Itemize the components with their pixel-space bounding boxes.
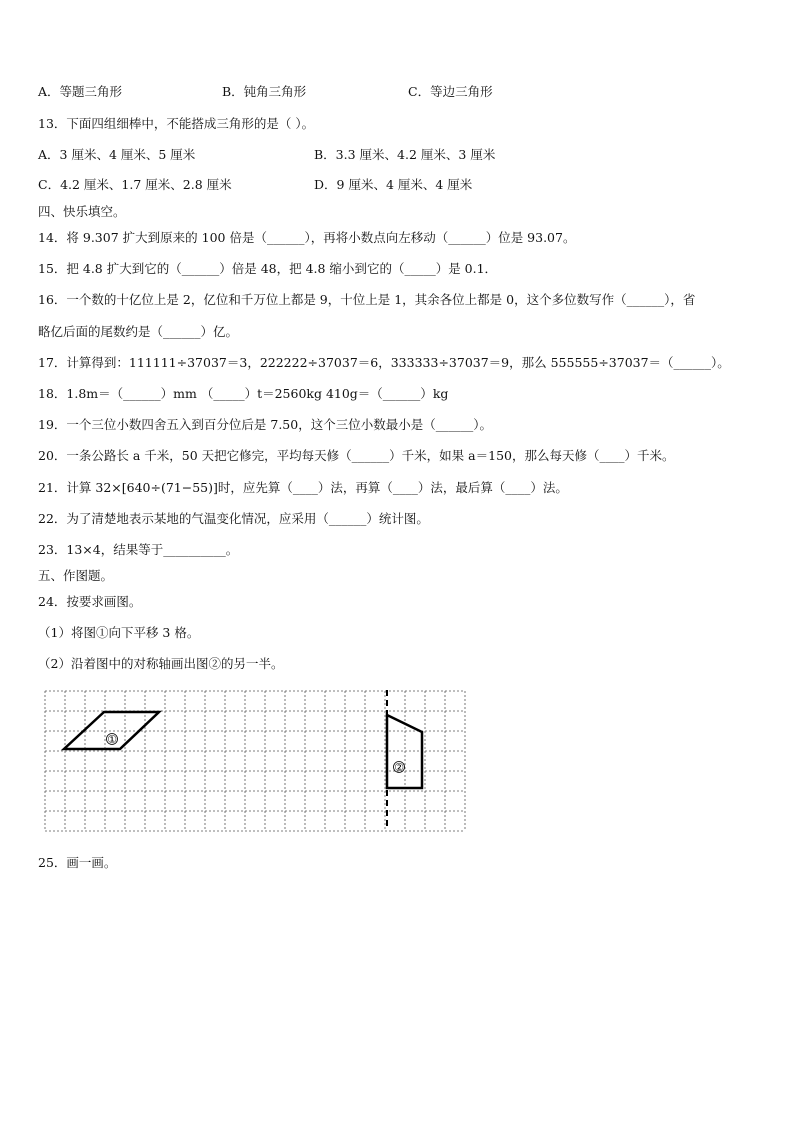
question-17: 17．计算得到：111111÷37037＝3，222222÷37037＝6，333333÷37037＝9，那么 555555÷37037＝（______）。 xyxy=(38,355,730,370)
q12-option-c: C．等边三角形 xyxy=(408,84,493,99)
grid-figure xyxy=(44,690,468,832)
shape-2-half-shape xyxy=(387,715,422,788)
question-15: 15．把 4.8 扩大到它的（______）倍是 48，把 4.8 缩小到它的（_____）是 0.1． xyxy=(38,261,498,276)
q13-option-d: D．9 厘米、4 厘米、4 厘米 xyxy=(314,177,473,192)
question-16-line2: 略亿后面的尾数约是（______）亿。 xyxy=(38,324,239,339)
q12-option-b: B．钝角三角形 xyxy=(222,84,307,99)
section4-title: 四、快乐填空。 xyxy=(38,204,126,219)
question-25: 25．画一画。 xyxy=(38,855,117,870)
q13-option-a: A．3 厘米、4 厘米、5 厘米 xyxy=(38,147,196,162)
question-23: 23．13×4，结果等于__________。 xyxy=(38,542,239,557)
question-19: 19．一个三位小数四舍五入到百分位后是 7.50，这个三位小数最小是（______）。 xyxy=(38,417,492,432)
question-24-part1: （1）将图①向下平移 3 格。 xyxy=(38,625,200,640)
question-22: 22．为了清楚地表示某地的气温变化情况，应采用（______）统计图。 xyxy=(38,511,429,526)
question-16-line1: 16．一个数的十亿位上是 2，亿位和千万位上都是 9，十位上是 1，其余各位上都是 0，这个多位数写作（______），省 xyxy=(38,292,696,307)
question-18: 18．1.8m＝（______）mm （_____）t＝2560kg 410g＝（______）kg xyxy=(38,386,449,401)
question-24-part2: （2）沿着图中的对称轴画出图②的另一半。 xyxy=(38,656,284,671)
shape-1-label: ① xyxy=(107,733,117,746)
question-21: 21．计算 32×[640÷(71−55)]时，应先算（____）法，再算（____）法，最后算（____）法。 xyxy=(38,480,568,495)
q12-option-a: A．等题三角形 xyxy=(38,84,123,99)
shape-2-label: ② xyxy=(394,761,404,774)
q13-option-c: C．4.2 厘米、1.7 厘米、2.8 厘米 xyxy=(38,177,232,192)
question-14: 14．将 9.307 扩大到原来的 100 倍是（______），再将小数点向左移动（______）位是 93.07。 xyxy=(38,230,576,245)
q13-option-b: B．3.3 厘米、4.2 厘米、3 厘米 xyxy=(314,147,496,162)
question-20: 20．一条公路长 a 千米，50 天把它修完，平均每天修（______）千米，如果 a＝150，那么每天修（____）千米。 xyxy=(38,448,675,463)
q13-stem: 13．下面四组细棒中，不能搭成三角形的是（ ）。 xyxy=(38,116,315,131)
section5-title: 五、作图题。 xyxy=(38,568,114,583)
question-24-stem: 24．按要求画图。 xyxy=(38,594,142,609)
